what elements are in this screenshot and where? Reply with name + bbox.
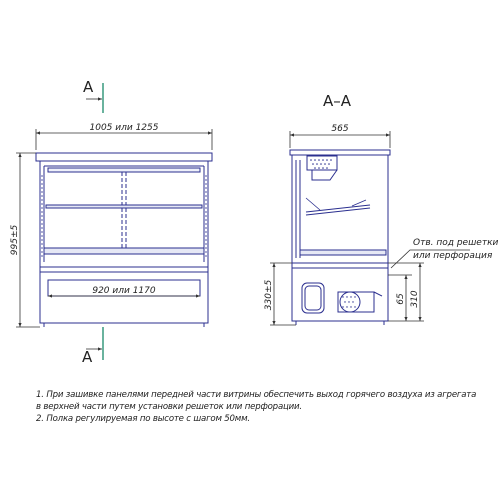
section-view-title: A–A: [323, 92, 352, 110]
front-top-cover: [36, 153, 212, 161]
section-marker-bottom: [82, 327, 103, 366]
vent-grill-dots: [310, 159, 355, 307]
front-height-label: 995±5: [10, 224, 20, 256]
side-310-label: 310: [410, 290, 420, 308]
side-top-cover: [290, 150, 390, 155]
leader-label-line2: или перфорация: [413, 251, 493, 261]
section-letter-top: A: [83, 78, 94, 96]
side-cabinet-body: [292, 155, 388, 263]
front-width-overall-label: 1005 или 1255: [89, 123, 159, 133]
section-marker-top: [83, 78, 103, 113]
note-line-1: 1. При зашивке панелями передней части витрины обеспечить выход горячего воздуха из агрегата: [36, 390, 477, 400]
side-deck: [300, 250, 386, 255]
side-light-box-lower: [312, 170, 337, 180]
front-width-inner-label: 920 или 1170: [92, 286, 156, 296]
note-line-2: в верхней части путем установки решеток или перфорации.: [36, 402, 302, 412]
side-depth-label: 565: [331, 124, 349, 134]
front-light-strip: [48, 168, 200, 172]
front-dimensions: [16, 129, 212, 327]
section-letter-bottom: A: [82, 348, 93, 366]
leader-label-line1: Отв. под решетки: [413, 238, 499, 248]
condenser-fan: [340, 292, 360, 312]
front-deck: [44, 248, 204, 254]
side-view: [290, 150, 390, 325]
side-light-box: [307, 156, 337, 170]
note-line-3: 2. Полка регулируемая по высоте с шагом 50мм.: [36, 414, 250, 424]
front-view: [36, 153, 212, 327]
side-base-height-label: 330±5: [264, 279, 274, 311]
side-65-label: 65: [396, 293, 406, 305]
front-shelf: [46, 205, 202, 208]
